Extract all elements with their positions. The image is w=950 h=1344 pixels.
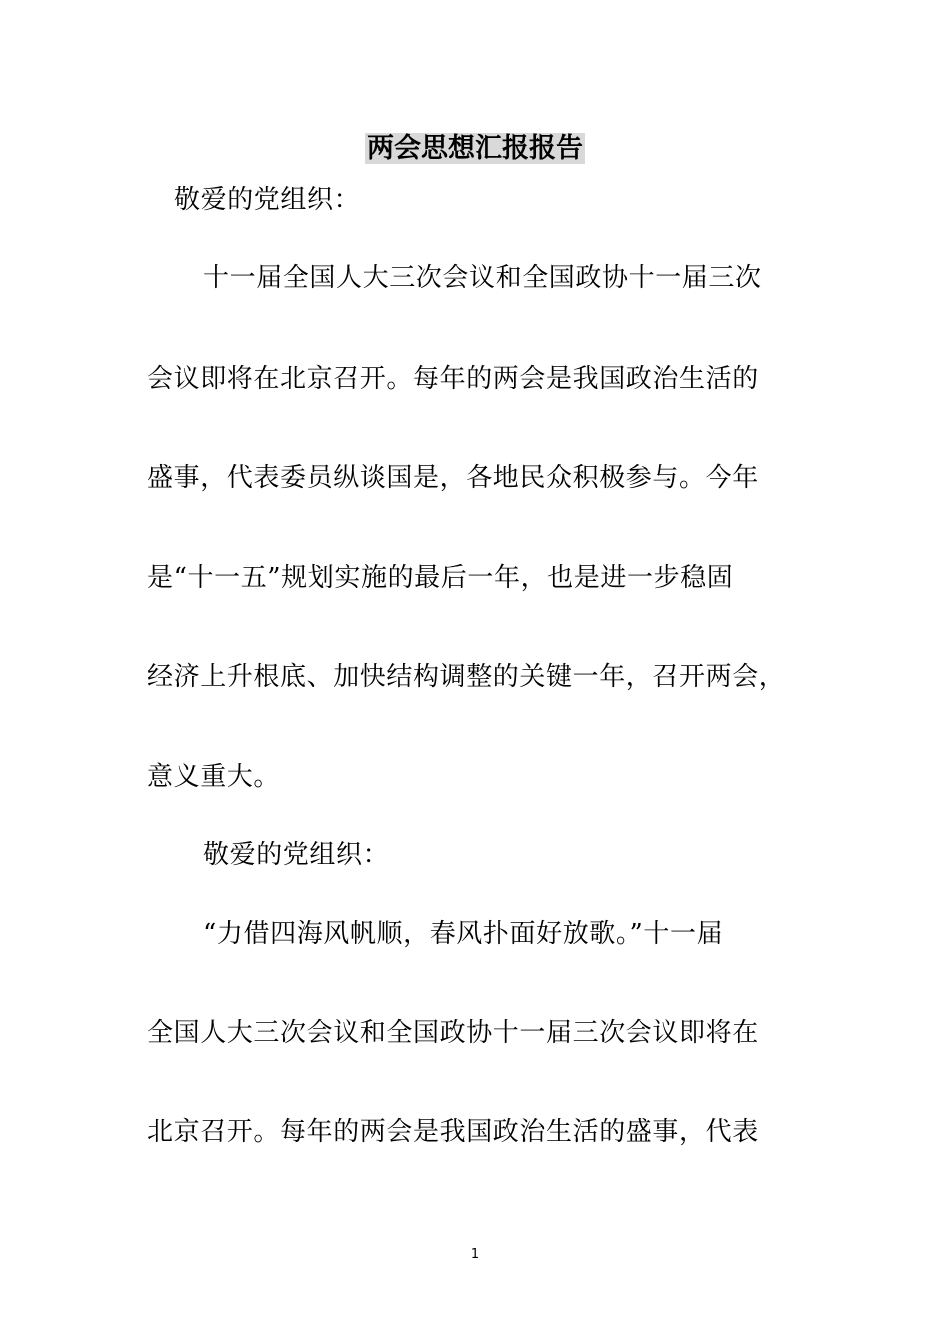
salutation-line: 敬爱的党组织： (203, 840, 390, 870)
paragraph-line: 是“十一五”规划实施的最后一年，也是进一步稳固 (147, 563, 734, 593)
salutation-line: 敬爱的党组织： (174, 185, 361, 215)
paragraph-line: 十一届全国人大三次会议和全国政协十一届三次 (203, 263, 762, 293)
document-title-text: 两会思想汇报报告 (367, 133, 583, 164)
paragraph-line: 全国人大三次会议和全国政协十一届三次会议即将在 (147, 1018, 759, 1048)
page-number: 1 (470, 1247, 480, 1262)
paragraph-line: 盛事，代表委员纵谈国是，各地民众积极参与。今年 (147, 463, 759, 493)
paragraph-line: 意义重大。 (147, 762, 281, 792)
document-title (0, 131, 950, 167)
paragraph-line: 北京召开。每年的两会是我国政治生活的盛事，代表 (147, 1117, 759, 1147)
paragraph-line: 会议即将在北京召开。每年的两会是我国政治生活的 (147, 364, 759, 394)
paragraph-line: “力借四海风帆顺，春风扑面好放歌。”十一届 (203, 919, 724, 949)
paragraph-line: 经济上升根底、加快结构调整的关键一年，召开两会， (147, 662, 786, 692)
